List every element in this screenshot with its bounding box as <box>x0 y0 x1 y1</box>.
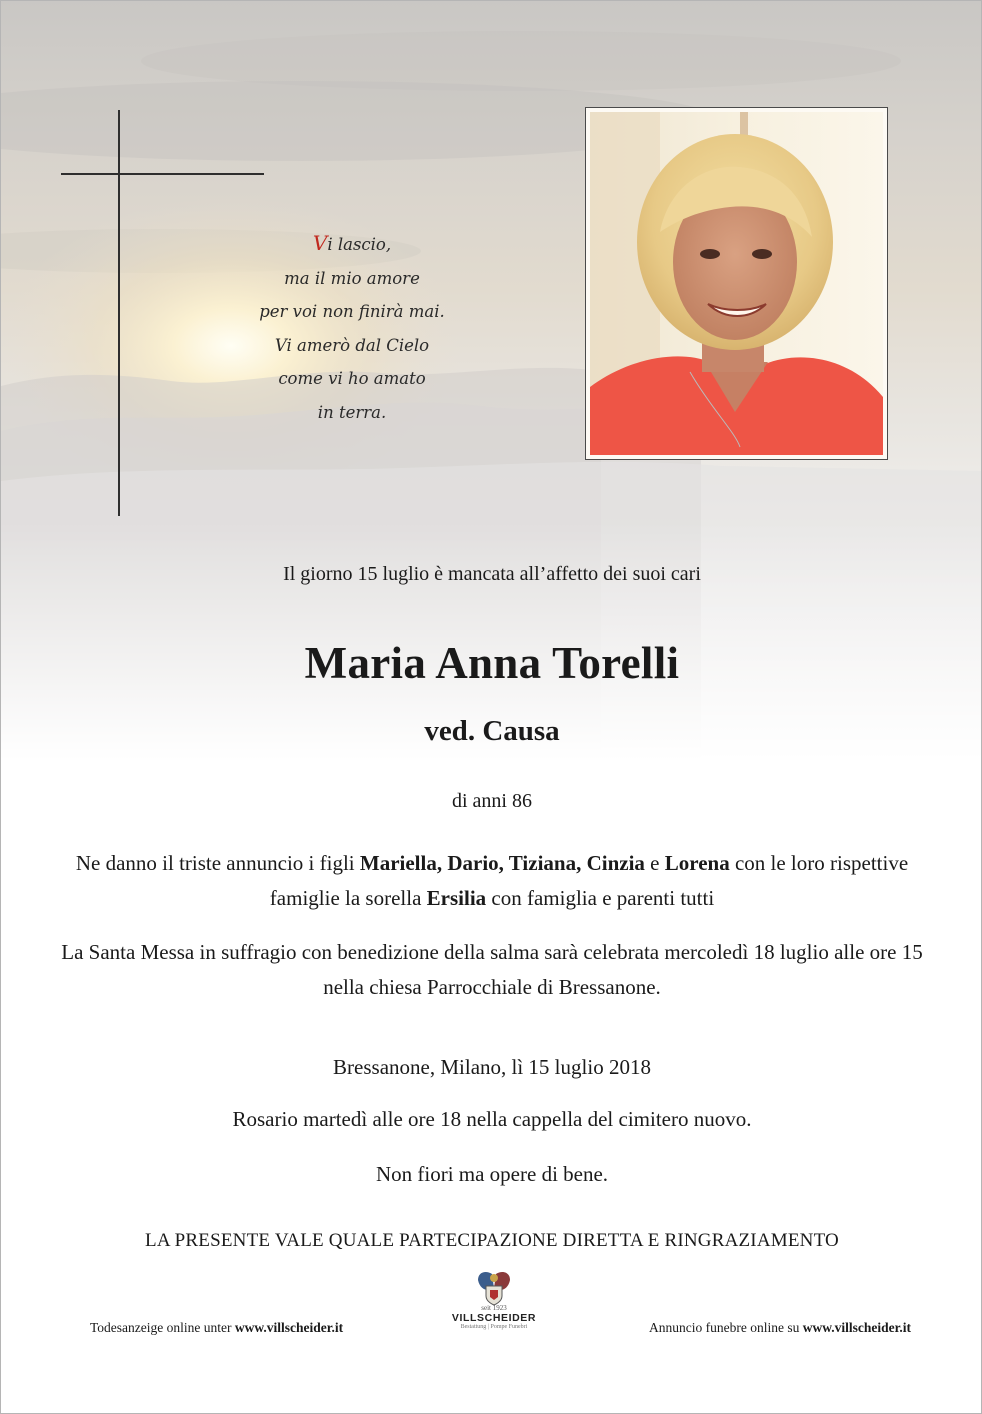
footer-german-text: Todesanzeige online unter <box>90 1320 235 1335</box>
footer-italian <box>649 1320 911 1336</box>
portrait-frame <box>585 107 888 460</box>
announcement-part: con famiglia e parenti tutti <box>486 886 715 910</box>
coat-of-arms-icon <box>472 1268 516 1306</box>
child-name: Lorena <box>664 851 730 875</box>
footer-italian-text: Annuncio funebre online su <box>649 1320 803 1335</box>
poem-line: ma il mio amore <box>284 268 420 288</box>
logo-since: seit 1923 <box>481 1304 507 1312</box>
announcement-text <box>51 846 933 916</box>
poem-line-1 <box>237 227 467 262</box>
logo-subtitle: Bestattung | Pompe Funebri <box>460 1324 528 1330</box>
poem-initial: V <box>312 231 328 255</box>
poem-line-1-rest: i lascio, <box>327 235 392 254</box>
poem-line: Vi amerò dal Cielo <box>274 335 430 355</box>
poem-line: per voi non finirà mai. <box>259 302 445 321</box>
cross-vertical-bar <box>118 110 120 516</box>
footer-italian-link[interactable]: www.villscheider.it <box>802 1320 911 1335</box>
intro-text: Il giorno 15 luglio è mancata all’affetto dei suoi cari <box>283 563 701 585</box>
rosary-text: Rosario martedì alle ore 18 nella cappella del cimitero nuovo. <box>232 1107 752 1131</box>
poem-line: come vi ho amato <box>278 369 426 388</box>
announcement-part: Ne danno il triste annuncio i figli <box>75 851 360 875</box>
age-text: di anni 86 <box>452 790 532 812</box>
poem-line: in terra. <box>317 402 387 422</box>
place-date: Bressanone, Milano, lì 15 luglio 2018 <box>333 1055 651 1079</box>
cross-horizontal-bar <box>61 173 264 175</box>
mass-text: La Santa Messa in suffragio con benedizione della salma sarà celebrata mercoledì 18 luglio alle ore 15 nella chiesa Parrocchiale di Bressanone. <box>61 940 923 999</box>
portrait-photo <box>590 112 883 455</box>
married-name: ved. Causa <box>424 715 560 747</box>
announcement-part: con le loro rispettive famiglie la sorella <box>269 851 909 910</box>
announcement-part: e <box>644 851 665 875</box>
sister-name: Ersilia <box>426 886 487 910</box>
participation-notice: LA PRESENTE VALE QUALE PARTECIPAZIONE DIRETTA E RINGRAZIAMENTO <box>145 1230 839 1251</box>
poem <box>237 227 467 429</box>
children-names: Mariella, Dario, Tiziana, Cinzia <box>359 851 645 875</box>
deceased-name: Maria Anna Torelli <box>304 638 680 688</box>
logo-name: VILLSCHEIDER <box>451 1312 537 1324</box>
footer-german-link[interactable]: www.villscheider.it <box>234 1320 344 1335</box>
villscheider-logo <box>439 1268 549 1348</box>
no-flowers-text: Non fiori ma opere di bene. <box>375 1162 609 1186</box>
footer-german <box>90 1320 343 1336</box>
